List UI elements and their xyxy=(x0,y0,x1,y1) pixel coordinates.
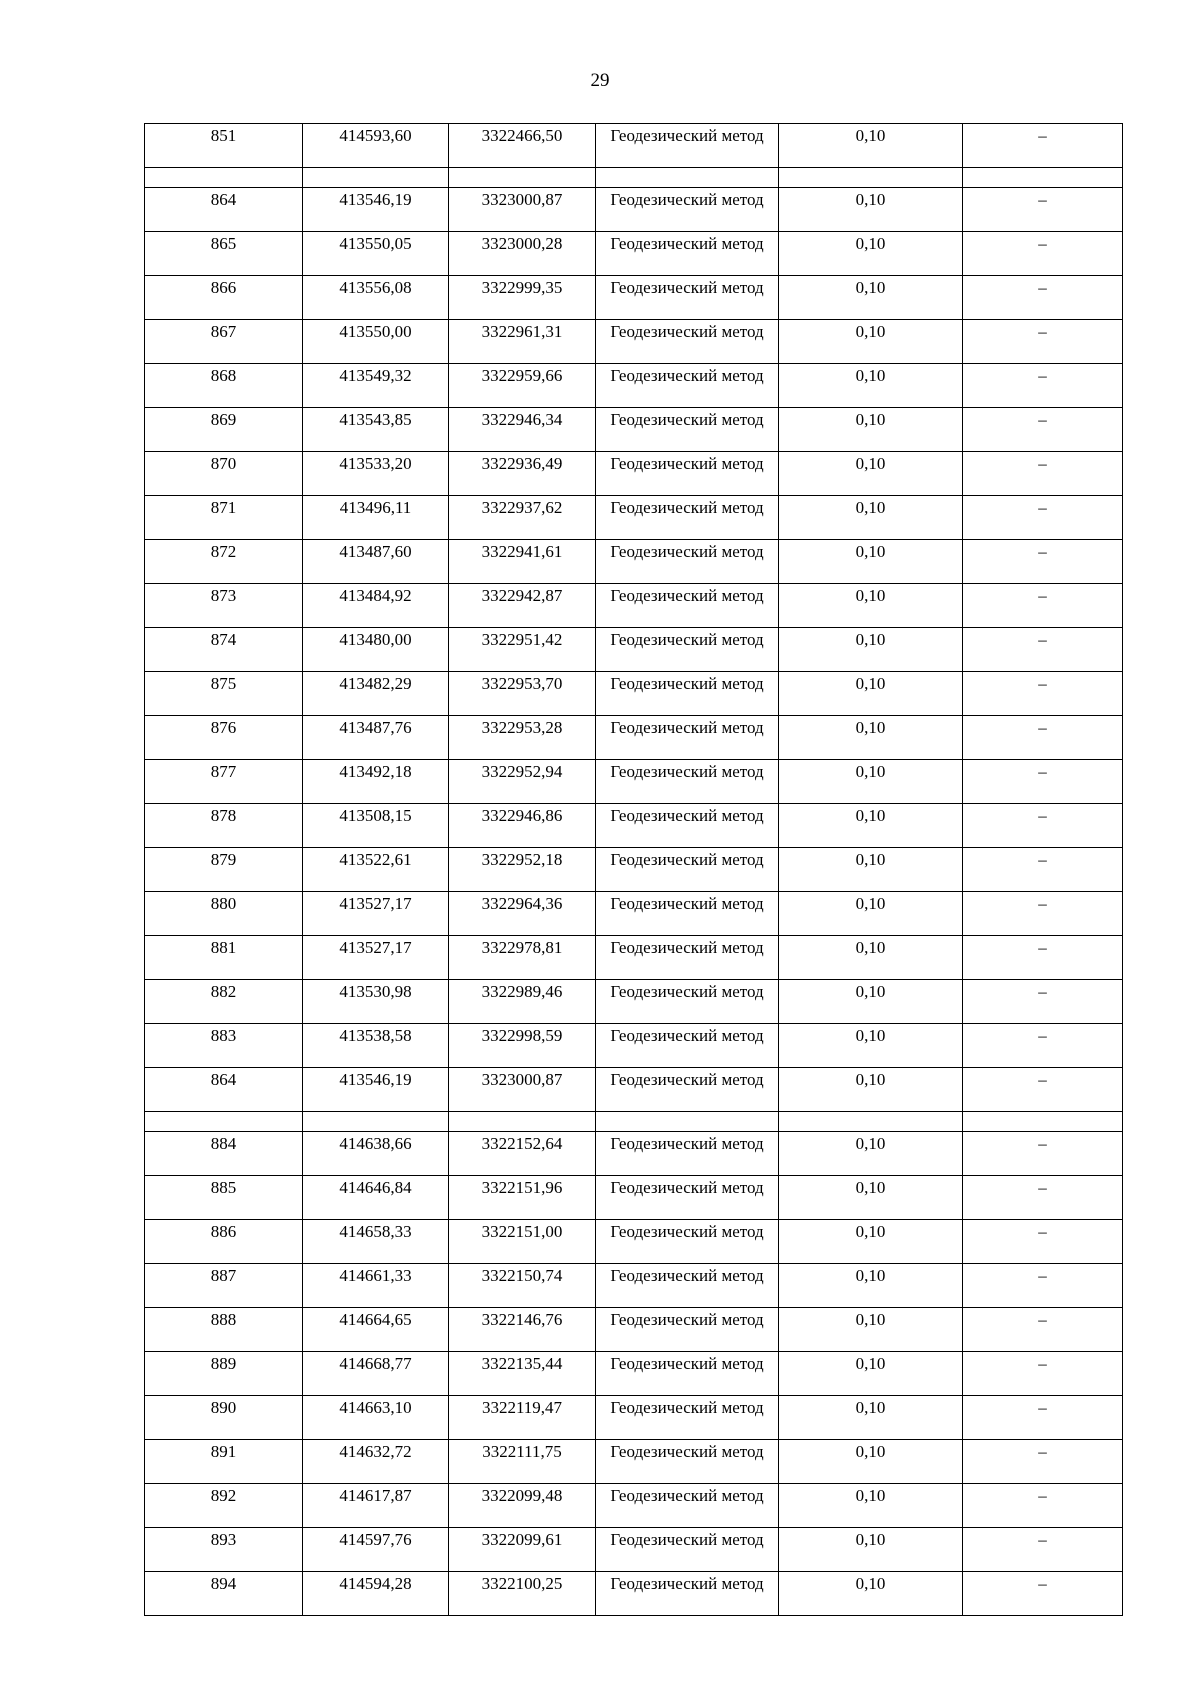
accuracy-cell: 0,10 xyxy=(779,1352,963,1396)
x-coordinate-cell: 413487,76 xyxy=(303,716,449,760)
accuracy-cell: 0,10 xyxy=(779,1396,963,1440)
y-coordinate-cell: 3322953,28 xyxy=(449,716,596,760)
method-cell: Геодезический метод xyxy=(596,892,779,936)
accuracy-cell: 0,10 xyxy=(779,1484,963,1528)
y-coordinate-cell: 3322146,76 xyxy=(449,1308,596,1352)
description-cell: – xyxy=(963,1352,1123,1396)
y-coordinate-cell: 3322989,46 xyxy=(449,980,596,1024)
empty-cell xyxy=(596,1112,779,1132)
y-coordinate-cell: 3322978,81 xyxy=(449,936,596,980)
point-number-cell: 883 xyxy=(145,1024,303,1068)
point-number-cell: 871 xyxy=(145,496,303,540)
description-cell: – xyxy=(963,716,1123,760)
description-cell: – xyxy=(963,1484,1123,1528)
table-row xyxy=(145,1264,1123,1308)
accuracy-cell: 0,10 xyxy=(779,276,963,320)
description-cell: – xyxy=(963,276,1123,320)
coordinates-table-body xyxy=(145,124,1123,1616)
point-number-cell: 873 xyxy=(145,584,303,628)
table-row xyxy=(145,1308,1123,1352)
point-number-cell: 877 xyxy=(145,760,303,804)
accuracy-cell: 0,10 xyxy=(779,584,963,628)
empty-cell xyxy=(779,1112,963,1132)
y-coordinate-cell: 3322999,35 xyxy=(449,276,596,320)
table-row xyxy=(145,892,1123,936)
method-cell: Геодезический метод xyxy=(596,232,779,276)
point-number-cell: 879 xyxy=(145,848,303,892)
description-cell: – xyxy=(963,1132,1123,1176)
accuracy-cell: 0,10 xyxy=(779,980,963,1024)
table-row xyxy=(145,364,1123,408)
y-coordinate-cell: 3322942,87 xyxy=(449,584,596,628)
y-coordinate-cell: 3322952,94 xyxy=(449,760,596,804)
table-row xyxy=(145,760,1123,804)
method-cell: Геодезический метод xyxy=(596,848,779,892)
point-number-cell: 868 xyxy=(145,364,303,408)
table-row xyxy=(145,672,1123,716)
accuracy-cell: 0,10 xyxy=(779,1308,963,1352)
accuracy-cell: 0,10 xyxy=(779,1220,963,1264)
description-cell: – xyxy=(963,584,1123,628)
method-cell: Геодезический метод xyxy=(596,1220,779,1264)
x-coordinate-cell: 413484,92 xyxy=(303,584,449,628)
x-coordinate-cell: 414668,77 xyxy=(303,1352,449,1396)
y-coordinate-cell: 3322946,86 xyxy=(449,804,596,848)
description-cell: – xyxy=(963,188,1123,232)
table-row xyxy=(145,1396,1123,1440)
x-coordinate-cell: 414597,76 xyxy=(303,1528,449,1572)
separator-row xyxy=(145,168,1123,188)
point-number-cell: 876 xyxy=(145,716,303,760)
x-coordinate-cell: 413550,00 xyxy=(303,320,449,364)
x-coordinate-cell: 413480,00 xyxy=(303,628,449,672)
description-cell: – xyxy=(963,1024,1123,1068)
page-number: 29 xyxy=(590,70,610,91)
point-number-cell: 874 xyxy=(145,628,303,672)
empty-cell xyxy=(596,168,779,188)
empty-cell xyxy=(145,1112,303,1132)
table-row xyxy=(145,188,1123,232)
point-number-cell: 889 xyxy=(145,1352,303,1396)
x-coordinate-cell: 414638,66 xyxy=(303,1132,449,1176)
y-coordinate-cell: 3322953,70 xyxy=(449,672,596,716)
accuracy-cell: 0,10 xyxy=(779,1440,963,1484)
y-coordinate-cell: 3322941,61 xyxy=(449,540,596,584)
accuracy-cell: 0,10 xyxy=(779,408,963,452)
x-coordinate-cell: 413487,60 xyxy=(303,540,449,584)
table-row xyxy=(145,1484,1123,1528)
x-coordinate-cell: 413496,11 xyxy=(303,496,449,540)
x-coordinate-cell: 413546,19 xyxy=(303,1068,449,1112)
x-coordinate-cell: 413527,17 xyxy=(303,892,449,936)
table-row xyxy=(145,452,1123,496)
accuracy-cell: 0,10 xyxy=(779,672,963,716)
point-number-cell: 875 xyxy=(145,672,303,716)
x-coordinate-cell: 413543,85 xyxy=(303,408,449,452)
table-row xyxy=(145,1024,1123,1068)
y-coordinate-cell: 3322964,36 xyxy=(449,892,596,936)
point-number-cell: 882 xyxy=(145,980,303,1024)
y-coordinate-cell: 3322151,96 xyxy=(449,1176,596,1220)
y-coordinate-cell: 3322937,62 xyxy=(449,496,596,540)
accuracy-cell: 0,10 xyxy=(779,320,963,364)
description-cell: – xyxy=(963,408,1123,452)
y-coordinate-cell: 3322135,44 xyxy=(449,1352,596,1396)
description-cell: – xyxy=(963,1440,1123,1484)
x-coordinate-cell: 413556,08 xyxy=(303,276,449,320)
description-cell: – xyxy=(963,1264,1123,1308)
point-number-cell: 893 xyxy=(145,1528,303,1572)
accuracy-cell: 0,10 xyxy=(779,892,963,936)
x-coordinate-cell: 413508,15 xyxy=(303,804,449,848)
y-coordinate-cell: 3322951,42 xyxy=(449,628,596,672)
method-cell: Геодезический метод xyxy=(596,1484,779,1528)
empty-cell xyxy=(963,1112,1123,1132)
x-coordinate-cell: 413492,18 xyxy=(303,760,449,804)
accuracy-cell: 0,10 xyxy=(779,1176,963,1220)
table-row xyxy=(145,1132,1123,1176)
y-coordinate-cell: 3322946,34 xyxy=(449,408,596,452)
method-cell: Геодезический метод xyxy=(596,496,779,540)
point-number-cell: 881 xyxy=(145,936,303,980)
x-coordinate-cell: 414617,87 xyxy=(303,1484,449,1528)
empty-cell xyxy=(303,1112,449,1132)
method-cell: Геодезический метод xyxy=(596,540,779,584)
x-coordinate-cell: 413546,19 xyxy=(303,188,449,232)
y-coordinate-cell: 3322100,25 xyxy=(449,1572,596,1616)
point-number-cell: 851 xyxy=(145,124,303,168)
point-number-cell: 864 xyxy=(145,1068,303,1112)
table-row xyxy=(145,716,1123,760)
description-cell: – xyxy=(963,848,1123,892)
accuracy-cell: 0,10 xyxy=(779,760,963,804)
method-cell: Геодезический метод xyxy=(596,804,779,848)
method-cell: Геодезический метод xyxy=(596,1528,779,1572)
x-coordinate-cell: 414594,28 xyxy=(303,1572,449,1616)
point-number-cell: 866 xyxy=(145,276,303,320)
y-coordinate-cell: 3322961,31 xyxy=(449,320,596,364)
table-row xyxy=(145,1068,1123,1112)
description-cell: – xyxy=(963,936,1123,980)
description-cell: – xyxy=(963,1528,1123,1572)
table-row xyxy=(145,408,1123,452)
method-cell: Геодезический метод xyxy=(596,1176,779,1220)
table-row xyxy=(145,628,1123,672)
method-cell: Геодезический метод xyxy=(596,760,779,804)
description-cell: – xyxy=(963,1068,1123,1112)
point-number-cell: 872 xyxy=(145,540,303,584)
table-row xyxy=(145,1528,1123,1572)
y-coordinate-cell: 3322099,61 xyxy=(449,1528,596,1572)
empty-cell xyxy=(449,168,596,188)
accuracy-cell: 0,10 xyxy=(779,1132,963,1176)
coordinates-table xyxy=(144,123,1123,1616)
empty-cell xyxy=(963,168,1123,188)
y-coordinate-cell: 3323000,28 xyxy=(449,232,596,276)
point-number-cell: 885 xyxy=(145,1176,303,1220)
x-coordinate-cell: 413550,05 xyxy=(303,232,449,276)
table-row xyxy=(145,936,1123,980)
accuracy-cell: 0,10 xyxy=(779,936,963,980)
method-cell: Геодезический метод xyxy=(596,320,779,364)
accuracy-cell: 0,10 xyxy=(779,804,963,848)
y-coordinate-cell: 3323000,87 xyxy=(449,1068,596,1112)
accuracy-cell: 0,10 xyxy=(779,1264,963,1308)
description-cell: – xyxy=(963,496,1123,540)
description-cell: – xyxy=(963,804,1123,848)
empty-cell xyxy=(449,1112,596,1132)
table-row xyxy=(145,124,1123,168)
point-number-cell: 870 xyxy=(145,452,303,496)
method-cell: Геодезический метод xyxy=(596,1352,779,1396)
x-coordinate-cell: 413482,29 xyxy=(303,672,449,716)
description-cell: – xyxy=(963,540,1123,584)
y-coordinate-cell: 3322998,59 xyxy=(449,1024,596,1068)
description-cell: – xyxy=(963,364,1123,408)
point-number-cell: 869 xyxy=(145,408,303,452)
method-cell: Геодезический метод xyxy=(596,980,779,1024)
x-coordinate-cell: 414664,65 xyxy=(303,1308,449,1352)
description-cell: – xyxy=(963,1572,1123,1616)
y-coordinate-cell: 3322152,64 xyxy=(449,1132,596,1176)
table-row xyxy=(145,540,1123,584)
x-coordinate-cell: 414658,33 xyxy=(303,1220,449,1264)
accuracy-cell: 0,10 xyxy=(779,1024,963,1068)
empty-cell xyxy=(145,168,303,188)
x-coordinate-cell: 414593,60 xyxy=(303,124,449,168)
description-cell: – xyxy=(963,628,1123,672)
description-cell: – xyxy=(963,760,1123,804)
table-row xyxy=(145,848,1123,892)
accuracy-cell: 0,10 xyxy=(779,1528,963,1572)
y-coordinate-cell: 3323000,87 xyxy=(449,188,596,232)
table-row xyxy=(145,584,1123,628)
method-cell: Геодезический метод xyxy=(596,1440,779,1484)
description-cell: – xyxy=(963,232,1123,276)
x-coordinate-cell: 414661,33 xyxy=(303,1264,449,1308)
accuracy-cell: 0,10 xyxy=(779,188,963,232)
description-cell: – xyxy=(963,1220,1123,1264)
x-coordinate-cell: 413549,32 xyxy=(303,364,449,408)
table-row xyxy=(145,804,1123,848)
accuracy-cell: 0,10 xyxy=(779,124,963,168)
x-coordinate-cell: 413533,20 xyxy=(303,452,449,496)
table-row xyxy=(145,496,1123,540)
accuracy-cell: 0,10 xyxy=(779,452,963,496)
method-cell: Геодезический метод xyxy=(596,1264,779,1308)
accuracy-cell: 0,10 xyxy=(779,1572,963,1616)
table-row xyxy=(145,232,1123,276)
y-coordinate-cell: 3322150,74 xyxy=(449,1264,596,1308)
method-cell: Геодезический метод xyxy=(596,1396,779,1440)
x-coordinate-cell: 414646,84 xyxy=(303,1176,449,1220)
y-coordinate-cell: 3322119,47 xyxy=(449,1396,596,1440)
table-row xyxy=(145,1352,1123,1396)
accuracy-cell: 0,10 xyxy=(779,628,963,672)
point-number-cell: 888 xyxy=(145,1308,303,1352)
description-cell: – xyxy=(963,452,1123,496)
table-row xyxy=(145,276,1123,320)
point-number-cell: 887 xyxy=(145,1264,303,1308)
description-cell: – xyxy=(963,892,1123,936)
point-number-cell: 878 xyxy=(145,804,303,848)
method-cell: Геодезический метод xyxy=(596,1068,779,1112)
y-coordinate-cell: 3322936,49 xyxy=(449,452,596,496)
point-number-cell: 886 xyxy=(145,1220,303,1264)
method-cell: Геодезический метод xyxy=(596,1308,779,1352)
method-cell: Геодезический метод xyxy=(596,276,779,320)
method-cell: Геодезический метод xyxy=(596,408,779,452)
table-row xyxy=(145,1572,1123,1616)
x-coordinate-cell: 413538,58 xyxy=(303,1024,449,1068)
y-coordinate-cell: 3322959,66 xyxy=(449,364,596,408)
point-number-cell: 894 xyxy=(145,1572,303,1616)
method-cell: Геодезический метод xyxy=(596,124,779,168)
accuracy-cell: 0,10 xyxy=(779,496,963,540)
point-number-cell: 880 xyxy=(145,892,303,936)
y-coordinate-cell: 3322466,50 xyxy=(449,124,596,168)
accuracy-cell: 0,10 xyxy=(779,1068,963,1112)
accuracy-cell: 0,10 xyxy=(779,848,963,892)
point-number-cell: 890 xyxy=(145,1396,303,1440)
y-coordinate-cell: 3322111,75 xyxy=(449,1440,596,1484)
method-cell: Геодезический метод xyxy=(596,716,779,760)
empty-cell xyxy=(303,168,449,188)
x-coordinate-cell: 413527,17 xyxy=(303,936,449,980)
table-row xyxy=(145,320,1123,364)
method-cell: Геодезический метод xyxy=(596,1572,779,1616)
description-cell: – xyxy=(963,1396,1123,1440)
method-cell: Геодезический метод xyxy=(596,452,779,496)
empty-cell xyxy=(779,168,963,188)
x-coordinate-cell: 413522,61 xyxy=(303,848,449,892)
description-cell: – xyxy=(963,1176,1123,1220)
method-cell: Геодезический метод xyxy=(596,936,779,980)
x-coordinate-cell: 414632,72 xyxy=(303,1440,449,1484)
separator-row xyxy=(145,1112,1123,1132)
point-number-cell: 884 xyxy=(145,1132,303,1176)
accuracy-cell: 0,10 xyxy=(779,364,963,408)
description-cell: – xyxy=(963,320,1123,364)
method-cell: Геодезический метод xyxy=(596,672,779,716)
description-cell: – xyxy=(963,980,1123,1024)
point-number-cell: 867 xyxy=(145,320,303,364)
point-number-cell: 865 xyxy=(145,232,303,276)
method-cell: Геодезический метод xyxy=(596,188,779,232)
table-row xyxy=(145,1440,1123,1484)
table-row xyxy=(145,1176,1123,1220)
y-coordinate-cell: 3322099,48 xyxy=(449,1484,596,1528)
method-cell: Геодезический метод xyxy=(596,1132,779,1176)
description-cell: – xyxy=(963,1308,1123,1352)
point-number-cell: 891 xyxy=(145,1440,303,1484)
y-coordinate-cell: 3322952,18 xyxy=(449,848,596,892)
description-cell: – xyxy=(963,672,1123,716)
method-cell: Геодезический метод xyxy=(596,628,779,672)
description-cell: – xyxy=(963,124,1123,168)
x-coordinate-cell: 413530,98 xyxy=(303,980,449,1024)
method-cell: Геодезический метод xyxy=(596,364,779,408)
point-number-cell: 892 xyxy=(145,1484,303,1528)
method-cell: Геодезический метод xyxy=(596,1024,779,1068)
x-coordinate-cell: 414663,10 xyxy=(303,1396,449,1440)
method-cell: Геодезический метод xyxy=(596,584,779,628)
accuracy-cell: 0,10 xyxy=(779,716,963,760)
accuracy-cell: 0,10 xyxy=(779,232,963,276)
point-number-cell: 864 xyxy=(145,188,303,232)
y-coordinate-cell: 3322151,00 xyxy=(449,1220,596,1264)
table-row xyxy=(145,980,1123,1024)
table-row xyxy=(145,1220,1123,1264)
accuracy-cell: 0,10 xyxy=(779,540,963,584)
